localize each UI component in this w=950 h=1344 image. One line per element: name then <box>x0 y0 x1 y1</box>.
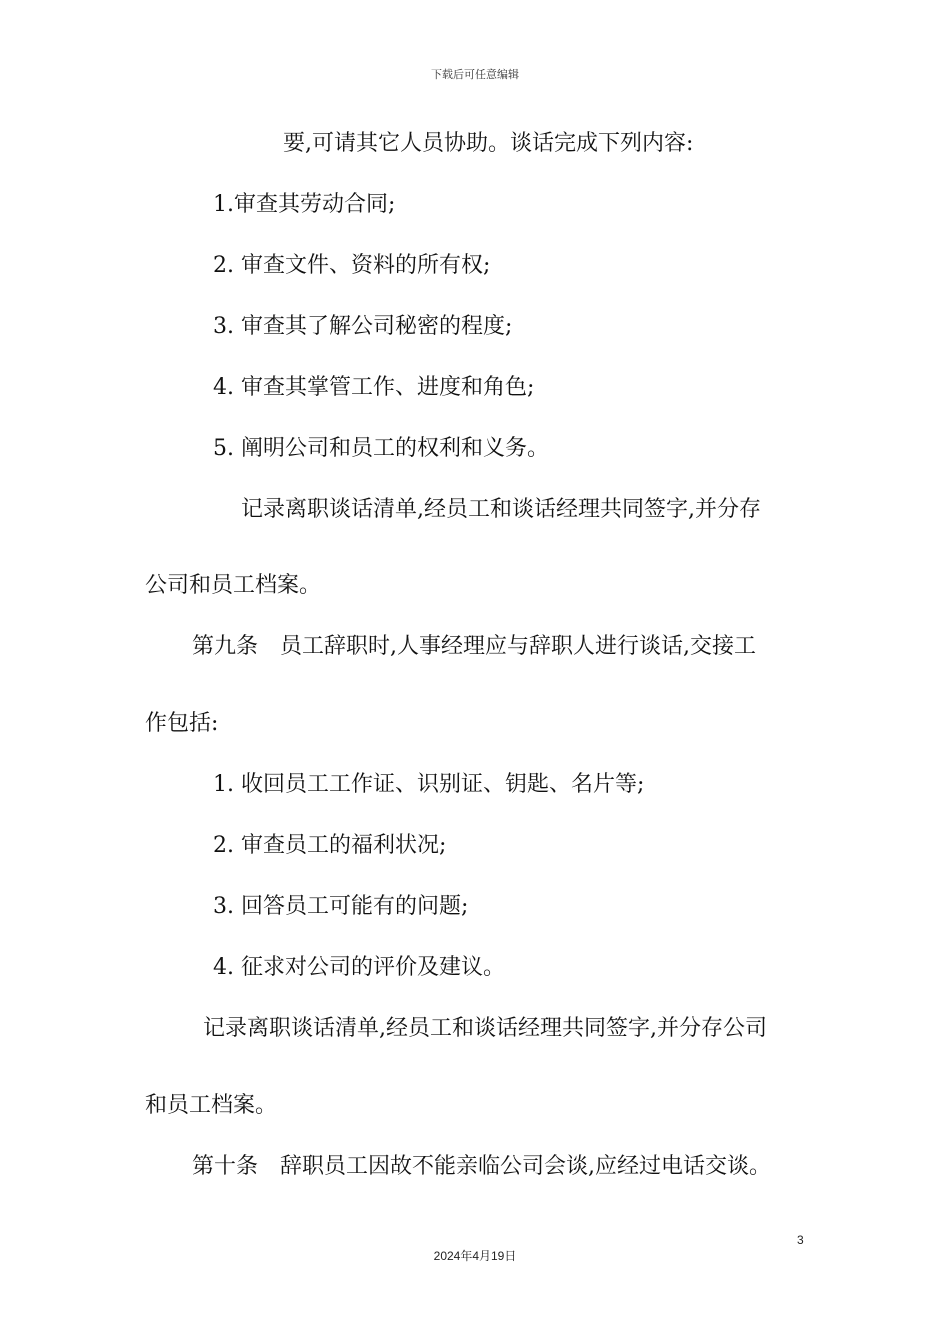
page-number: 3 <box>797 1233 804 1247</box>
header-note: 下载后可任意编辑 <box>431 68 519 81</box>
paragraph-line: 和员工档案。 <box>145 1093 278 1118</box>
list-item: 5. 阐明公司和员工的权利和义务。 <box>213 436 549 461</box>
paragraph-line: 要,可请其它人员协助。谈话完成下列内容: <box>283 131 694 156</box>
article-heading-line: 第十条 辞职员工因故不能亲临公司会谈,应经过电话交谈。 <box>192 1154 771 1179</box>
article-heading-line: 第九条 员工辞职时,人事经理应与辞职人进行谈话,交接工 <box>192 634 756 659</box>
list-item: 3. 回答员工可能有的问题; <box>213 894 469 919</box>
list-item: 2. 审查员工的福利状况; <box>213 833 447 858</box>
footer-date: 2024年4月19日 <box>433 1249 517 1263</box>
list-item: 2. 审查文件、资料的所有权; <box>213 253 491 278</box>
list-item: 4. 征求对公司的评价及建议。 <box>213 955 505 980</box>
list-item: 4. 审查其掌管工作、进度和角色; <box>213 375 535 400</box>
list-item: 1.审查其劳动合同; <box>213 192 396 217</box>
list-item: 3. 审查其了解公司秘密的程度; <box>213 314 513 339</box>
paragraph-line: 记录离职谈话清单,经员工和谈话经理共同签字,并分存公司 <box>203 1016 767 1041</box>
paragraph-line: 作包括: <box>145 711 219 736</box>
paragraph-line: 公司和员工档案。 <box>145 573 322 598</box>
list-item: 1. 收回员工工作证、识别证、钥匙、名片等; <box>213 772 645 797</box>
paragraph-line: 记录离职谈话清单,经员工和谈话经理共同签字,并分存 <box>241 497 761 522</box>
